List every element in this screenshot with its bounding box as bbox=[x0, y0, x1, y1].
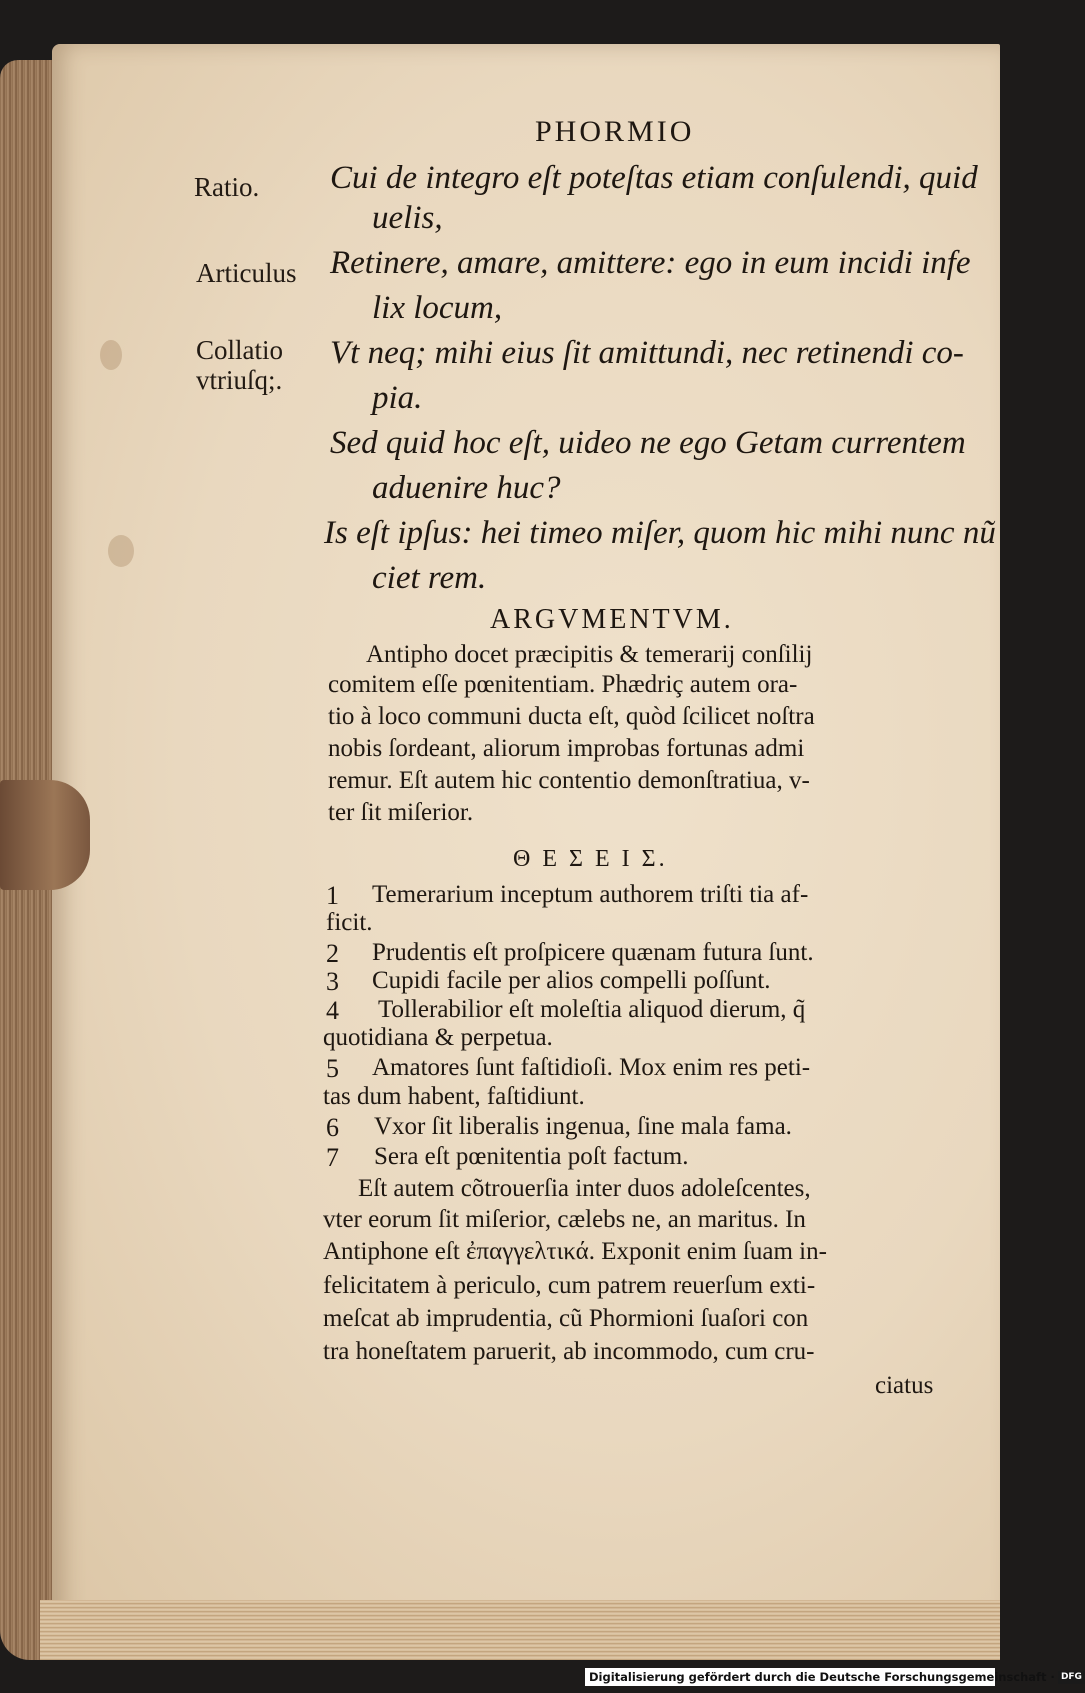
marginal-note-ratio: Ratio. bbox=[194, 172, 260, 202]
thesis-number: 6 bbox=[326, 1113, 339, 1142]
thesis-number: 3 bbox=[326, 967, 339, 996]
thesis-text: Vxor ſit liberalis ingenua, ſine mala fama. bbox=[374, 1113, 792, 1140]
running-head: PHORMIO bbox=[535, 115, 695, 148]
theseis-heading: Θ Ε Σ Ε Ι Σ. bbox=[513, 846, 668, 872]
thesis-text: quotidiana & perpetua. bbox=[323, 1024, 553, 1051]
digitization-credit bbox=[585, 1668, 1082, 1686]
argumentum-heading: ARGVMENTVM. bbox=[490, 604, 734, 635]
marginal-note-collatio: Collatio bbox=[196, 335, 283, 365]
verse-line: ciet rem. bbox=[372, 560, 487, 596]
thesis-number: 2 bbox=[326, 939, 339, 968]
catchword: ciatus bbox=[875, 1372, 934, 1399]
argumentum-line: nobis ſordeant, aliorum improbas fortunas admi bbox=[328, 735, 805, 762]
verse-line: uelis, bbox=[372, 200, 443, 236]
verse-line: Retinere, amare, amittere: ego in eum incidi infe bbox=[330, 245, 971, 281]
thesis-text: Sera eſt pœnitentia poſt factum. bbox=[374, 1143, 689, 1170]
argumentum-line: ter ſit miſerior. bbox=[328, 799, 474, 826]
thesis-number: 5 bbox=[326, 1054, 339, 1083]
thesis-text: Amatores ſunt faſtidioſi. Mox enim res peti- bbox=[372, 1054, 811, 1081]
marginal-note-articulus: Articulus bbox=[196, 258, 297, 288]
dfg-logo: DFG bbox=[1058, 1671, 1085, 1684]
thesis-number: 4 bbox=[326, 996, 339, 1025]
thesis-text: tas dum habent, faſtidiunt. bbox=[323, 1083, 585, 1110]
credit-text: Digitalisierung gefördert durch die Deutsche Forschungsgemeinschaft · bbox=[589, 1670, 1055, 1684]
argumentum-line: comitem eſſe pœnitentiam. Phædriç autem ora- bbox=[328, 671, 798, 698]
closing-line: meſcat ab imprudentia, cũ Phormioni ſuaſori con bbox=[323, 1305, 809, 1332]
closing-line: Eſt autem cõtrouerſia inter duos adoleſcentes, bbox=[358, 1175, 811, 1202]
closing-line: tra honeſtatem paruerit, ab incommodo, cum cru- bbox=[323, 1338, 815, 1365]
argumentum-line: tio à loco communi ducta eſt, quòd ſcilicet noſtra bbox=[328, 703, 815, 730]
argumentum-line: remur. Eſt autem hic contentio demonſtratiua, v- bbox=[328, 767, 810, 794]
closing-line: vter eorum ſit miſerior, cælebs ne, an maritus. In bbox=[323, 1206, 806, 1233]
verse-line: Sed quid hoc eſt, uideo ne ego Getam currentem bbox=[330, 425, 966, 461]
verse-line: aduenire huc? bbox=[372, 470, 561, 506]
thesis-number: 1 bbox=[326, 881, 339, 910]
verse-line: pia. bbox=[372, 380, 423, 416]
thesis-number: 7 bbox=[326, 1143, 339, 1172]
verse-line: Is eſt ipſus: hei timeo miſer, quom hic mihi nunc nũ bbox=[324, 515, 996, 551]
thesis-text: Cupidi facile per alios compelli poſſunt. bbox=[372, 967, 771, 994]
thesis-text: Tollerabilior eſt moleſtia aliquod dierum, q̃ bbox=[378, 996, 806, 1023]
closing-line: felicitatem à periculo, cum patrem reuerſum exti- bbox=[323, 1272, 816, 1299]
argumentum-line: Antipho docet præcipitis & temerarij conſilij bbox=[366, 641, 813, 668]
thesis-text: Prudentis eſt proſpicere quænam futura ſunt. bbox=[372, 939, 814, 966]
verse-line: lix locum, bbox=[372, 290, 503, 326]
marginal-note-vtriusque: vtriuſq;. bbox=[196, 365, 283, 395]
closing-line: Antiphone eſt ἐπαγγελτικά. Exponit enim ſuam in- bbox=[323, 1238, 827, 1265]
thesis-text: Temerarium inceptum authorem triſti tia af- bbox=[372, 881, 809, 908]
verse-line: Vt neq; mihi eius ſit amittundi, nec retinendi co- bbox=[330, 335, 964, 371]
verse-line: Cui de integro eſt poteſtas etiam conſulendi, quid bbox=[330, 160, 978, 196]
thesis-text: ficit. bbox=[326, 909, 373, 936]
